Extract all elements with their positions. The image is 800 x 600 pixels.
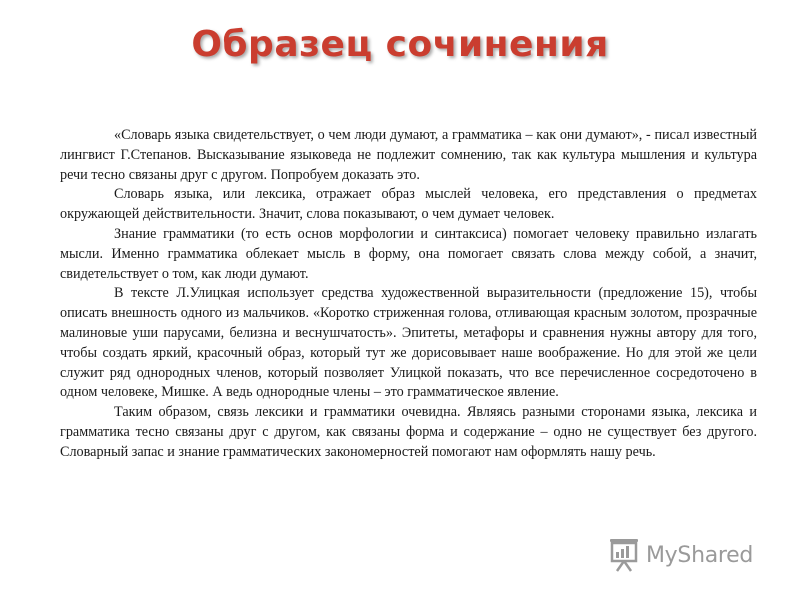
essay-paragraph: Знание грамматики (то есть основ морфологии и синтаксиса) помогает человеку правильно излагать мысли. Именно грамматика облекает мысль в форму, она помогает связать слова между собой, а значит, свидетельствует о том, как люди думают. xyxy=(60,225,757,282)
presentation-board-icon xyxy=(606,538,642,572)
essay-text xyxy=(60,126,757,463)
essay-paragraph: Таким образом, связь лексики и грамматики очевидна. Являясь разными сторонами языка, лексика и грамматика тесно связаны друг с другом, как связаны форма и содержание – одно не существует без другого. Словарный запас и знание грамматических закономерностей помогают нам оформлять нашу речь. xyxy=(60,404,757,460)
page-title: Образец сочинения xyxy=(191,24,609,65)
essay-paragraph: «Словарь языка свидетельствует, о чем люди думают, а грамматика – как они думают», - писал известный лингвист Г.Степанов. Высказывание языковеда не подлежит сомнению, так как культура мышления и культура речи тесно связаны друг с другом. Попробуем доказать это. xyxy=(60,127,757,183)
essay-paragraph: Словарь языка, или лексика, отражает образ мыслей человека, его представления о предметах окружающей действительности. Значит, слова показывают, о чем думает человек. xyxy=(60,186,757,223)
myshared-logo[interactable] xyxy=(606,537,753,573)
logo-text: MyShared xyxy=(646,542,754,568)
essay-paragraph: В тексте Л.Улицкая использует средства художественной выразительности (предложение 15), чтобы описать внешность одного из мальчиков. «Коротко стриженная голова, отливающая красным золотом, прозрачные малиновые уши парусами, белизна и веснушчатость». Эпитеты, метафоры и сравнения нужны автору для того, чтобы создать яркий, красочный образ, который тут же дорисовывает наше воображение. Но для этой же цели служит ряд однородных членов, который позволяет Улицкой показать, что все перечисленное сосредоточено в одном человеке, Мишке. А ведь однородные члены – это грамматическое явление. xyxy=(60,285,757,401)
